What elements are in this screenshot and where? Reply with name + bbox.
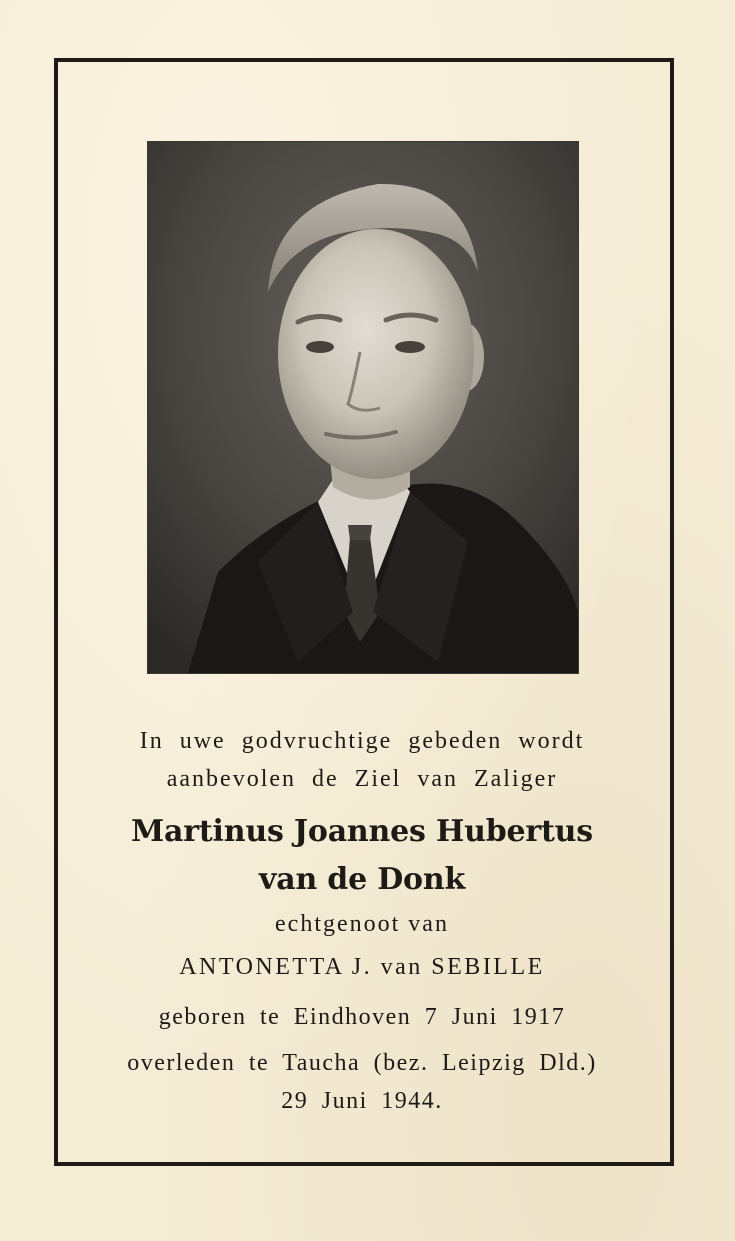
portrait-photo (148, 142, 578, 673)
birth-line: geboren te Eindhoven 7 Juni 1917 (158, 1004, 566, 1030)
portrait-image-icon (148, 142, 578, 673)
intro-line-2: aanbevolen de Ziel van Zaliger (166, 766, 558, 792)
spouse-label: echtgenoot van (275, 911, 449, 937)
deceased-name-line-1: Martinus Joannes Hubertus (131, 814, 593, 849)
deceased-name-line-2: van de Donk (258, 862, 466, 897)
intro-line-1: In uwe godvruchtige gebeden wordt (139, 728, 585, 754)
death-line-1: overleden te Taucha (bez. Leipzig Dld.) (127, 1050, 597, 1076)
memorial-text (62, 722, 662, 1120)
death-line-2: 29 Juni 1944. (281, 1088, 443, 1114)
spouse-name: ANTONETTA J. van SEBILLE (179, 954, 545, 980)
